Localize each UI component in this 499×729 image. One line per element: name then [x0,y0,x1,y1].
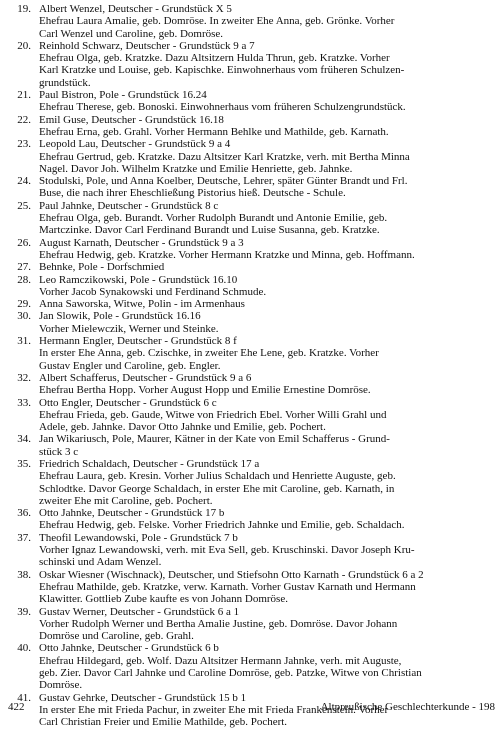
entry-text [39,274,496,299]
entry-line: Martczinke. Davor Carl Ferdinand Burandt und Luise Susanna, geb. Kratzke. [39,224,380,237]
entry-line: Domröse. [39,679,83,692]
entry-line: Adele, geb. Jahnke. Davor Otto Jahnke und Emilie, geb. Pochert. [39,421,326,434]
entry-line: Ehefrau Hedwig, geb. Felske. Vorher Friedrich Jahnke und Emilie, geb. Schaldach. [39,519,405,532]
entry-heading: Albert Schafferus, Deutscher - Grundstück 9 a 6 [39,371,252,384]
entry-heading: Reinhold Schwarz, Deutscher - Grundstück 9 a 7 [39,39,255,52]
entry-line: Buse, die nach ihrer Eheschließung Pistorius hieß. Deutsche - Schule. [39,187,346,200]
entry-line: Ehefrau Olga, geb. Kratzke. Dazu Altsitzern Hulda Thrun, geb. Kratzke. Vorher [39,52,390,65]
entry-text [39,335,496,372]
entry-number: 32. [17,371,31,384]
entry-list [6,3,496,729]
entry-line: Carl Christian Freier und Emilie Mathilde, geb. Pochert. [39,716,288,729]
entry-heading: Hermann Engler, Deutscher - Grundstück 8 f [39,335,237,348]
entry-line: Vorher Jacob Synakowski und Ferdinand Schmude. [39,285,267,298]
entry-text [39,532,496,569]
entry-heading: Gustav Werner, Deutscher - Grundstück 6 a 1 [39,605,240,618]
entry-text [39,200,496,237]
entry-line: In erster Ehe Anna, geb. Czischke, in zweiter Ehe Lene, geb. Kratzke. Vorher [39,347,379,360]
entry-line: Carl Wenzel und Caroline, geb. Domröse. [39,27,224,40]
entry-number: 27. [17,261,31,274]
entry-line: zweiter Ehe mit Caroline, geb. Pochert. [39,494,213,507]
entry-item [6,335,496,372]
entry-number: 20. [17,39,31,52]
entry-text [39,175,496,200]
entry-heading: Leopold Lau, Deutscher - Grundstück 9 a 4 [39,138,231,151]
entry-line: Vorher Rudolph Werner und Bertha Amalie Justine, geb. Domröse. Davor Johann [39,617,398,630]
entry-line: Ehefrau Laura, geb. Kresin. Vorher Julius Schaldach und Henriette Auguste, geb. [39,470,396,483]
entry-item [6,40,496,89]
entry-text [39,114,496,139]
entry-number: 28. [17,273,31,286]
page-footer [6,700,499,714]
entry-line: Ehefrau Olga, geb. Burandt. Vorher Rudolph Burandt und Antonie Emilie, geb. [39,212,388,225]
entry-number: 39. [17,605,31,618]
entry-number: 40. [17,642,31,655]
entry-text [39,507,496,532]
entry-item [6,3,496,40]
entry-heading: Theofil Lewandowski, Pole - Grundstück 7 b [39,531,238,544]
entry-heading: Paul Bistron, Pole - Grundstück 16.24 [39,89,207,102]
entry-line: schinski und Adam Wenzel. [39,556,162,569]
entry-item [6,458,496,507]
entry-number: 23. [17,138,31,151]
entry-heading: Oskar Wiesner (Wischnack), Deutscher, und Stiefsohn Otto Karnath - Grundstück 6 a 2 [39,568,424,581]
entry-text [39,138,496,175]
entry-text [39,433,496,458]
entry-heading: Otto Jahnke, Deutscher - Grundstück 6 b [39,642,219,655]
entry-number: 31. [17,335,31,348]
entry-text [39,310,496,335]
entry-item [6,569,496,606]
entry-number: 25. [17,199,31,212]
entry-item [6,310,496,335]
entry-number: 29. [17,298,31,311]
entry-item [6,261,496,273]
entry-line: Ehefrau Gertrud, geb. Kratzke. Dazu Altsitzer Karl Kratzke, verh. mit Bertha Minna [39,150,410,163]
entry-line: Schlodtke. Davor George Schaldach, in erster Ehe mit Caroline, geb. Karnath, in [39,482,395,495]
entry-number: 33. [17,396,31,409]
entry-item [6,372,496,397]
entry-number: 41. [17,691,31,704]
entry-item [6,200,496,237]
entry-line: Klawitter. Gottlieb Zube kaufte es von Johann Domröse. [39,593,288,606]
entry-number: 36. [17,507,31,520]
page-number: 422 [8,701,25,713]
entry-line: Vorher Mielewczik, Werner und Steinke. [39,322,219,335]
entry-item [6,507,496,532]
entry-heading: Jan Wikariusch, Pole, Maurer, Kätner in der Kate von Emil Schafferus - Grund- [39,433,390,446]
entry-item [6,274,496,299]
entry-line: Ehefrau Mathilde, geb. Kratzke, verw. Karnath. Vorher Gustav Karnath und Hermann [39,580,416,593]
entry-item [6,89,496,114]
entry-number: 24. [17,175,31,188]
entry-text [39,397,496,434]
entry-heading: Leo Ramczikowski, Pole - Grundstück 16.10 [39,273,238,286]
entry-heading: Otto Jahnke, Deutscher - Grundstück 17 b [39,507,225,520]
entry-number: 37. [17,531,31,544]
entry-line: grundstück. [39,76,91,89]
entry-text [39,3,496,40]
entry-item [6,433,496,458]
entry-text [39,458,496,507]
entry-text [39,298,496,310]
entry-heading: Otto Engler, Deutscher - Grundstück 6 c [39,396,217,409]
entry-line: Ehefrau Erna, geb. Grahl. Vorher Hermann Behlke und Mathilde, geb. Karnath. [39,125,389,138]
entry-line: Domröse und Caroline, geb. Grahl. [39,630,194,643]
entry-number: 38. [17,568,31,581]
entry-number: 34. [17,433,31,446]
entry-line: In erster Ehe mit Frieda Pachur, in zweiter Ehe mit Frieda Frankenstein. Vorher [39,703,389,716]
entry-text [39,372,496,397]
entry-heading: Anna Saworska, Witwe, Polin - im Armenhaus [39,298,245,311]
entry-heading: Jan Slowik, Pole - Grundstück 16.16 [39,310,201,323]
entry-item [6,237,496,262]
entry-text [39,642,496,691]
entry-line: Nagel. Davor Joh. Wilhelm Kratzke und Emilie Henriette, geb. Jahnke. [39,162,353,175]
entry-item [6,114,496,139]
entry-line: Ehefrau Hildegard, geb. Wolf. Dazu Altsitzer Hermann Jahnke, verh. mit Auguste, [39,654,402,667]
entry-number: 35. [17,457,31,470]
entry-number: 26. [17,236,31,249]
entry-number: 22. [17,113,31,126]
entry-item [6,138,496,175]
entry-item [6,397,496,434]
entry-item [6,642,496,691]
entry-line: Vorher Ignaz Lewandowski, verh. mit Eva Sell, geb. Kruschinski. Davor Joseph Kru- [39,544,415,557]
running-title: Altpreußische Geschlechterkunde - 198 [320,701,495,713]
entry-line: Gustav Engler und Caroline, geb. Engler. [39,359,221,372]
entry-heading: Friedrich Schaldach, Deutscher - Grundstück 17 a [39,457,260,470]
entry-line: stück 3 c [39,445,79,458]
entry-text [39,237,496,262]
entry-number: 21. [17,89,31,102]
entry-line: Karl Kratzke und Louise, geb. Kapischke. Einwohnerhaus vom früheren Schulzen- [39,64,405,77]
entry-text [39,261,496,273]
entry-heading: August Karnath, Deutscher - Grundstück 9 a 3 [39,236,244,249]
entry-heading: Albert Wenzel, Deutscher - Grundstück X 5 [39,3,232,15]
entry-line: Ehefrau Frieda, geb. Gaude, Witwe von Friedrich Ebel. Vorher Willi Grahl und [39,408,387,421]
entry-number: 19. [17,3,31,15]
entry-heading: Paul Jahnke, Deutscher - Grundstück 8 c [39,199,219,212]
entry-text [39,89,496,114]
entry-text [39,606,496,643]
entry-text [39,569,496,606]
entry-heading: Gustav Gehrke, Deutscher - Grundstück 15 b 1 [39,691,247,704]
entry-line: Ehefrau Laura Amalie, geb. Domröse. In zweiter Ehe Anna, geb. Grönke. Vorher [39,15,395,28]
entry-item [6,606,496,643]
entry-heading: Behnke, Pole - Dorfschmied [39,261,165,274]
entry-heading: Stodulski, Pole, und Anna Koelber, Deutsche, Lehrer, später Günter Brandt und Frl. [39,175,408,188]
entry-item [6,532,496,569]
entry-heading: Emil Guse, Deutscher - Grundstück 16.18 [39,113,224,126]
entry-line: geb. Zier. Davor Carl Jahnke und Caroline Domröse, geb. Patzke, Witwe von Christian [39,667,422,680]
entry-line: Ehefrau Therese, geb. Bonoski. Einwohnerhaus vom früheren Schulzengrundstück. [39,101,406,114]
entry-line: Ehefrau Hedwig, geb. Kratzke. Vorher Hermann Kratzke und Minna, geb. Hoffmann. [39,248,415,261]
entry-item [6,175,496,200]
entry-line: Ehefrau Bertha Hopp. Vorher August Hopp und Emilie Ernestine Domröse. [39,384,371,397]
entry-item [6,298,496,310]
entry-number: 30. [17,310,31,323]
entry-text [39,40,496,89]
